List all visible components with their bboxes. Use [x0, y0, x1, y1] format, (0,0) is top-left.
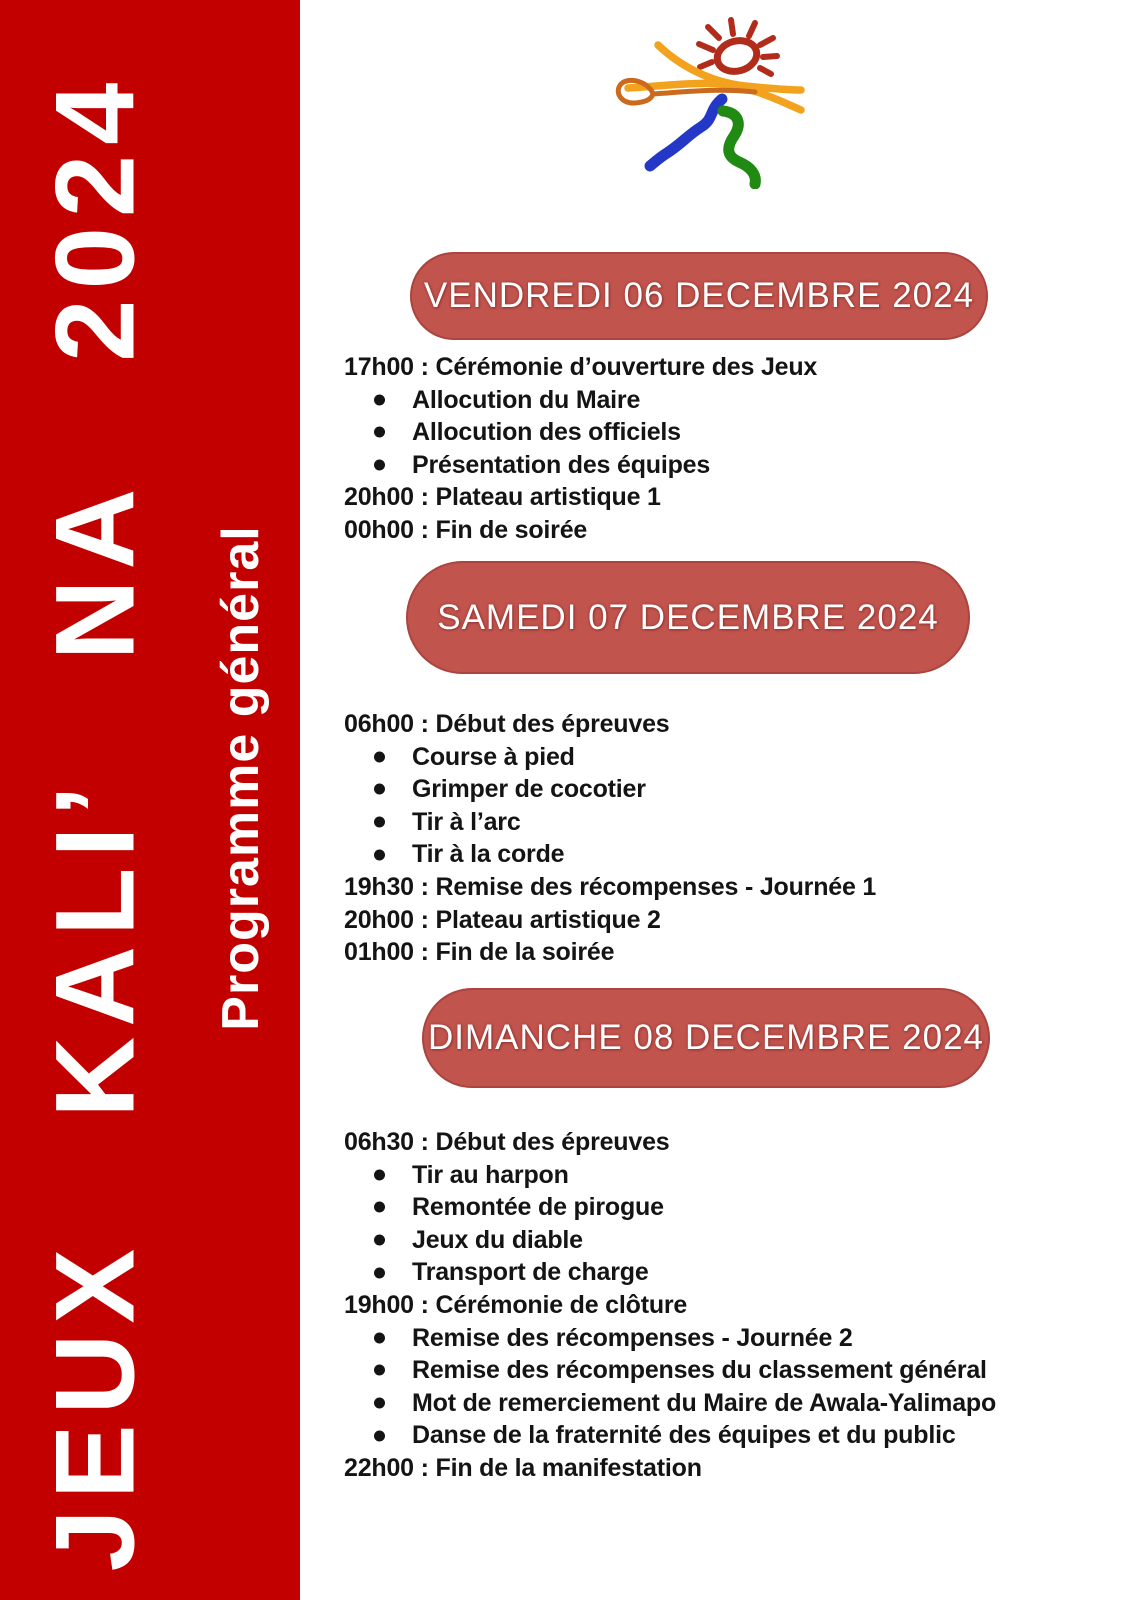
- entry-text: 17h00 : Cérémonie d’ouverture des Jeux: [344, 353, 818, 381]
- schedule-bullet-item: [300, 1191, 1131, 1224]
- bullet-icon: [374, 460, 385, 471]
- entry-text: 06h30 : Début des épreuves: [344, 1128, 670, 1156]
- day-section: [300, 252, 1131, 547]
- bullet-icon: [374, 1169, 385, 1180]
- entry-text: 06h00 : Début des épreuves: [344, 710, 670, 738]
- schedule-bullet-item: [300, 1159, 1131, 1192]
- entry-text: Allocution des officiels: [412, 418, 681, 447]
- entry-text: Grimper de cocotier: [412, 775, 646, 804]
- day-entries-list: [300, 1126, 1131, 1485]
- entry-text: Mot de remerciement du Maire de Awala-Yalimapo: [412, 1388, 997, 1417]
- schedule-bullet-item: [300, 806, 1131, 839]
- schedule-bullet-item: [300, 838, 1131, 871]
- day-header-pill: [406, 561, 970, 674]
- entry-text: 20h00 : Plateau artistique 1: [344, 483, 661, 512]
- entry-text: 19h30 : Remise des récompenses - Journée 1: [344, 872, 877, 901]
- schedule-bullet-item: [300, 1354, 1131, 1387]
- day-entries-list: [300, 351, 1131, 547]
- day-header-pill: [410, 252, 988, 340]
- schedule-bullet-item: [300, 416, 1131, 449]
- entry-text: Tir à la corde: [412, 840, 565, 869]
- schedule-bullet-item: [300, 773, 1131, 806]
- entry-text: Remise des récompenses du classement général: [412, 1356, 987, 1385]
- bullet-icon: [374, 849, 385, 860]
- schedule-bullet-item: [300, 1419, 1131, 1452]
- schedule-time-item: [300, 708, 1131, 741]
- schedule-time-item: [300, 1126, 1131, 1159]
- entry-text: 01h00 : Fin de la soirée: [344, 938, 615, 967]
- entry-text: 20h00 : Plateau artistique 2: [344, 905, 661, 934]
- day-header-label: VENDREDI 06 DECEMBRE 2024: [423, 276, 975, 315]
- schedule-bullet-item: [300, 449, 1131, 482]
- schedule-time-item: [300, 936, 1131, 969]
- schedule-time-item: [300, 514, 1131, 547]
- entry-text: Remise des récompenses - Journée 2: [412, 1323, 853, 1352]
- day-header-label: DIMANCHE 08 DECEMBRE 2024: [428, 1018, 984, 1057]
- bullet-icon: [374, 1235, 385, 1246]
- schedule-bullet-item: [300, 1387, 1131, 1420]
- bullet-icon: [374, 1430, 385, 1441]
- bullet-icon: [374, 1267, 385, 1278]
- entry-text: Jeux du diable: [412, 1225, 583, 1254]
- day-section: [300, 988, 1131, 1485]
- schedule-time-item: [300, 1452, 1131, 1485]
- bullet-icon: [374, 1202, 385, 1213]
- schedule-bullet-item: [300, 741, 1131, 774]
- day-section: [300, 561, 1131, 969]
- schedule-time-item: [300, 481, 1131, 514]
- event-title-vertical: JEUX KALI’ NA 2024: [32, 72, 158, 1572]
- entry-text: Course à pied: [412, 742, 575, 771]
- entry-text: 00h00 : Fin de soirée: [344, 515, 588, 544]
- schedule-bullet-item: [300, 1322, 1131, 1355]
- schedule-time-item: [300, 351, 1131, 384]
- schedule-bullet-item: [300, 1224, 1131, 1257]
- programme-subtitle-vertical: Programme général: [212, 525, 270, 1031]
- schedule-bullet-item: [300, 1256, 1131, 1289]
- day-entries-list: [300, 708, 1131, 969]
- bullet-icon: [374, 784, 385, 795]
- entry-text: 19h00 : Cérémonie de clôture: [344, 1290, 688, 1319]
- entry-text: Tir au harpon: [412, 1160, 569, 1189]
- entry-text: Présentation des équipes: [412, 450, 711, 479]
- schedule: [300, 0, 1131, 1600]
- bullet-icon: [374, 751, 385, 762]
- schedule-bullet-item: [300, 384, 1131, 417]
- bullet-icon: [374, 1365, 385, 1376]
- day-header-pill: [422, 988, 990, 1088]
- entry-text: 22h00 : Fin de la manifestation: [344, 1453, 702, 1482]
- bullet-icon: [374, 394, 385, 405]
- schedule-time-item: [300, 1289, 1131, 1322]
- entry-text: Tir à l’arc: [412, 807, 521, 836]
- schedule-time-item: [300, 904, 1131, 937]
- schedule-time-item: [300, 871, 1131, 904]
- bullet-icon: [374, 1332, 385, 1343]
- entry-text: Remontée de pirogue: [412, 1193, 664, 1222]
- bullet-icon: [374, 1398, 385, 1409]
- day-header-label: SAMEDI 07 DECEMBRE 2024: [437, 597, 939, 637]
- entry-text: Danse de la fraternité des équipes et du public: [412, 1421, 956, 1450]
- bullet-icon: [374, 427, 385, 438]
- entry-text: Allocution du Maire: [412, 385, 641, 414]
- entry-text: Transport de charge: [412, 1258, 649, 1287]
- bullet-icon: [374, 817, 385, 828]
